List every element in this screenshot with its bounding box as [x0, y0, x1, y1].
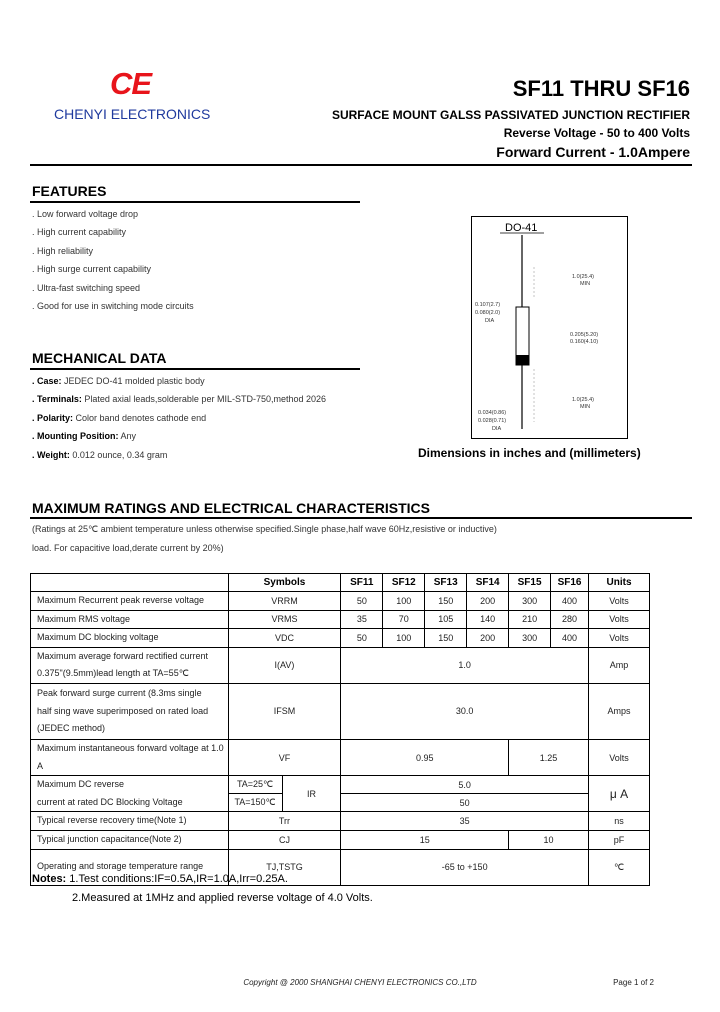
list-item: . High current capability [32, 227, 127, 238]
svg-text:MIN: MIN [580, 404, 591, 410]
company-logo: CE [110, 66, 152, 101]
forward-current-spec: Forward Current - 1.0Ampere [496, 144, 690, 160]
table-row: Maximum DC blocking voltage VDC 50 100 150 200 300 400 Volts [31, 629, 650, 648]
list-item: . Good for use in switching mode circuits [32, 301, 194, 312]
notes [32, 873, 288, 885]
svg-text:0.080(2.0): 0.080(2.0) [475, 310, 501, 316]
ratings-divider [30, 517, 692, 519]
table-row: Typical reverse recovery time(Note 1) Trr 35 ns [31, 812, 650, 831]
list-item: . Ultra-fast switching speed [32, 282, 141, 293]
list-item: . Terminals: Plated axial leads,solderable per MIL-STD-750,method 2026 [32, 394, 326, 405]
features-divider [30, 201, 360, 203]
ratings-heading: MAXIMUM RATINGS AND ELECTRICAL CHARACTERISTICS [32, 500, 430, 516]
dim-body-diameter: 0.107(2.7) [475, 302, 501, 308]
header-divider [30, 164, 692, 166]
device-description: SURFACE MOUNT GALSS PASSIVATED JUNCTION RECTIFIER [331, 108, 690, 122]
mechanical-divider [30, 368, 360, 370]
table-row: Maximum RMS voltage VRMS 35 70 105 140 210 280 Volts [31, 610, 650, 629]
note-2: 2.Measured at 1MHz and applied reverse voltage of 4.0 Volts. [72, 892, 373, 904]
package-name: DO-41 [505, 222, 538, 234]
document-title: SF11 THRU SF16 [512, 76, 690, 101]
table-row: Maximum average forward rectified current 0.375"(9.5mm)lead length at TA=55℃ I(AV) 1.0 Amp [31, 647, 650, 683]
note-1: 1.Test conditions:IF=0.5A,IR=1.0A,Irr=0.25A. [69, 873, 288, 885]
cathode-band [516, 355, 529, 365]
table-header-row: Symbols SF11 SF12 SF13 SF14 SF15 SF16 Units [31, 574, 650, 592]
table-row: Maximum DC reverse current at rated DC Blocking Voltage TA=25℃ IR 5.0 μ A [31, 776, 650, 794]
notes-label: Notes: [32, 873, 67, 885]
svg-text:MIN: MIN [580, 281, 591, 287]
mechanical-list [32, 372, 326, 464]
features-list [32, 205, 194, 315]
svg-text:0.160(4.10): 0.160(4.10) [570, 339, 599, 345]
reverse-voltage-spec: Reverse Voltage - 50 to 400 Volts [503, 126, 690, 140]
list-item: . High reliability [32, 245, 94, 256]
list-item: . Low forward voltage drop [32, 209, 139, 219]
list-item: . Case: JEDEC DO-41 molded plastic body [32, 376, 205, 386]
table-row: Maximum Recurrent peak reverse voltage VRRM 50 100 150 200 300 400 Volts [31, 592, 650, 611]
dim-body-length: 0.205(5.20) [570, 332, 599, 338]
dim-lead-length-bottom: 1.0(25.4) [572, 397, 595, 403]
ratings-note-1: (Ratings at 25℃ ambient temperature unless otherwise specified.Single phase,half wave 60Hz,resistive or inductive) [32, 524, 497, 534]
table-row: Typical junction capacitance(Note 2) CJ 15 10 pF [31, 830, 650, 849]
package-drawing [471, 216, 628, 439]
features-heading: FEATURES [32, 183, 107, 199]
dim-lead-length-top: 1.0(25.4) [572, 274, 595, 280]
ratings-table [30, 573, 650, 886]
list-item: . Polarity: Color band denotes cathode end [32, 412, 207, 423]
svg-text:0.028(0.71): 0.028(0.71) [478, 418, 507, 424]
mechanical-heading: MECHANICAL DATA [32, 350, 167, 366]
table-row: TA=150℃ 50 [31, 794, 650, 812]
table-row: Operating and storage temperature range TJ,TSTG -65 to +150 ℃ [31, 849, 650, 885]
dim-lead-diameter: 0.034(0.86) [478, 410, 507, 416]
company-name: CHENYI ELECTRONICS [54, 106, 211, 122]
copyright: Copyright @ 2000 SHANGHAI CHENYI ELECTRONICS CO.,LTD [243, 978, 477, 987]
svg-text:DIA: DIA [485, 318, 495, 324]
list-item: . High surge current capability [32, 264, 152, 275]
table-row: Maximum instantaneous forward voltage at 1.0 A VF 0.95 1.25 Volts [31, 739, 650, 775]
ratings-note-2: load. For capacitive load,derate current by 20%) [32, 543, 224, 553]
list-item: . Mounting Position: Any [32, 431, 136, 442]
list-item: . Weight: 0.012 ounce, 0.34 gram [32, 449, 168, 460]
dimensions-caption: Dimensions in inches and (millimeters) [418, 446, 641, 460]
svg-text:DIA: DIA [492, 426, 502, 432]
table-row: Peak forward surge current (8.3ms single half sing wave superimposed on rated load (JEDEC method) IFSM 30.0 Amps [31, 683, 650, 739]
page-number: Page 1 of 2 [613, 978, 654, 987]
diode-outline-figure [472, 217, 627, 438]
